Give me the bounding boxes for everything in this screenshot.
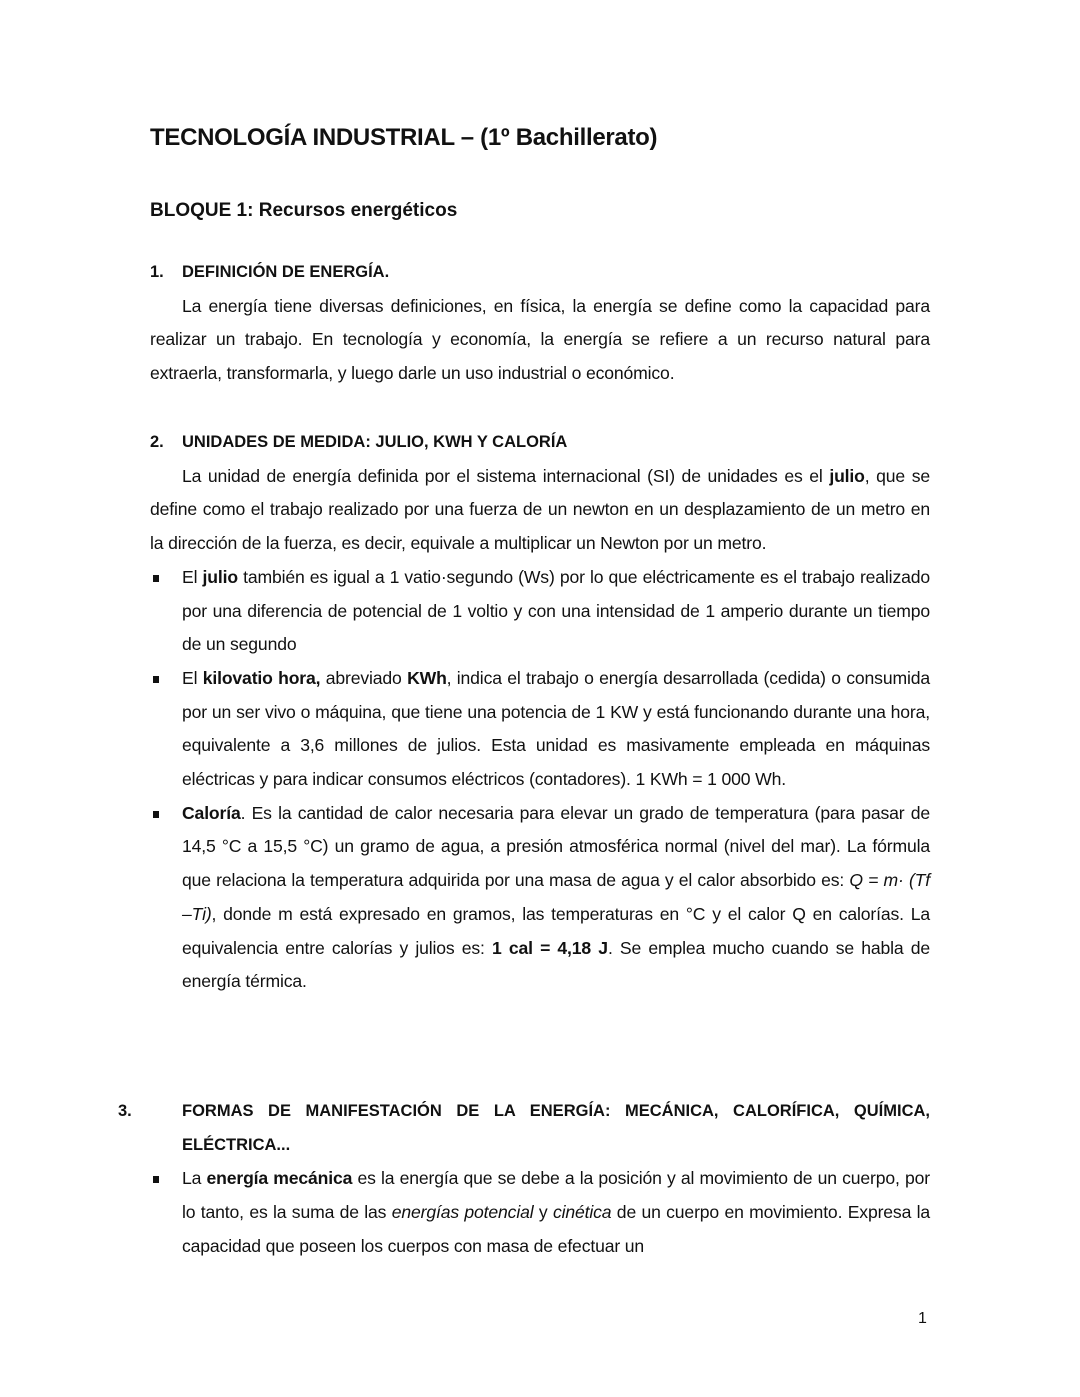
block-heading: BLOQUE 1: Recursos energéticos xyxy=(150,200,458,221)
section-heading xyxy=(118,1095,930,1162)
text-run: también es igual a 1 vatio·segundo (Ws) por lo que eléctricamente es el trabajo realizado por una diferencia de potencial de 1 voltio y con una intensidad de 1 amperio durante un tiempo de un segundo xyxy=(182,566,930,655)
document-title: TECNOLOGÍA INDUSTRIAL – (1º Bachillerato) xyxy=(150,124,658,151)
text-run: abreviado xyxy=(320,667,408,688)
bold-text: kilovatio hora, xyxy=(202,667,321,688)
section-1 xyxy=(150,256,930,391)
text-run: de un cuerpo en movimiento. Expresa la capacidad que poseen los cuerpos con masa de efectuar un xyxy=(182,1202,930,1256)
bold-text: 1 cal = 4,18 J xyxy=(491,937,608,958)
bold-text: julio xyxy=(202,566,238,587)
text-run: y xyxy=(533,1202,553,1223)
section-title: DEFINICIÓN DE ENERGÍA. xyxy=(182,263,390,281)
paragraph xyxy=(150,290,930,391)
text-run: , que se define como el trabajo realizado por una fuerza de un newton en un desplazamiento de un metro en la dirección de la fuerza, es decir, equivale a multiplicar un Newton por un metro. xyxy=(150,465,930,554)
bold-text: Caloría xyxy=(182,802,241,823)
text-run: El xyxy=(182,566,203,587)
text-run: La energía tiene diversas definiciones, en física, la energía se define como la capacidad para realizar un trabajo. En tecnología y economía, la energía se refiere a un recurso natural para extraerla, transformarla, y luego darle un uso industrial o económico. xyxy=(150,295,930,384)
bullet-item xyxy=(150,561,930,662)
bullet-icon xyxy=(153,811,159,818)
bullet-item xyxy=(150,1162,930,1263)
section-number: 2. xyxy=(150,433,164,451)
bullet-item xyxy=(150,662,930,797)
italic-text: cinética xyxy=(552,1202,612,1223)
bullet-list xyxy=(150,1162,930,1263)
text-run: La unidad de energía definida por el sistema internacional (SI) de unidades es el xyxy=(182,465,830,486)
bold-text: KWh xyxy=(407,667,447,688)
text-run: , donde m está expresado en gramos, las temperaturas en °C y el calor Q en calorías. La equivalencia entre calorías y julios es: xyxy=(182,903,930,958)
section-title: FORMAS DE MANIFESTACIÓN DE LA ENERGÍA: MECÁNICA, CALORÍFICA, QUÍMICA, ELÉCTRICA... xyxy=(182,1102,930,1154)
bullet-icon xyxy=(153,1176,159,1183)
bullet-item xyxy=(150,797,930,999)
bullet-icon xyxy=(153,575,159,582)
section-3 xyxy=(118,1095,930,1264)
bold-text: julio xyxy=(829,465,865,486)
text-run: , indica el trabajo o energía desarrollada (cedida) o consumida por un ser vivo o máquina, que tiene una potencia de 1 KW y está funcionando durante una hora, equivalente a 3,6 millones de julios. Esta unidad es masivamente empleada en máquinas eléctricas y para indicar consumos eléctricos (contadores). 1 KWh = 1 000 Wh. xyxy=(182,667,930,790)
paragraph xyxy=(150,460,930,561)
section-number: 1. xyxy=(150,263,164,281)
italic-text: energías potencial xyxy=(391,1202,534,1223)
section-number: 3. xyxy=(118,1102,132,1120)
page-number: 1 xyxy=(918,1310,927,1327)
section-title: UNIDADES DE MEDIDA: JULIO, KWH Y CALORÍA xyxy=(182,433,568,451)
section-heading xyxy=(150,426,930,460)
text-run: La xyxy=(182,1168,207,1189)
text-run: El xyxy=(182,667,203,688)
bullet-icon xyxy=(153,676,159,683)
section-2 xyxy=(150,426,930,999)
italic-text: Q = m· (Tf –Ti) xyxy=(182,870,930,924)
text-run: es la energía que se debe a la posición y al movimiento de un cuerpo, por lo tanto, es la suma de las xyxy=(182,1168,930,1223)
bold-text: energía mecánica xyxy=(206,1168,353,1189)
text-run: . Se emplea mucho cuando se habla de energía térmica. xyxy=(182,937,931,992)
section-heading xyxy=(150,256,930,290)
text-run: . Es la cantidad de calor necesaria para elevar un grado de temperatura (para pasar de 14,5 °C a 15,5 °C) un gramo de agua, a presión atmosférica normal (nivel del mar). La fórmula que relaciona la temperatura adquirida por una masa de agua y el calor absorbido es: xyxy=(182,802,930,891)
bullet-list xyxy=(150,561,930,999)
